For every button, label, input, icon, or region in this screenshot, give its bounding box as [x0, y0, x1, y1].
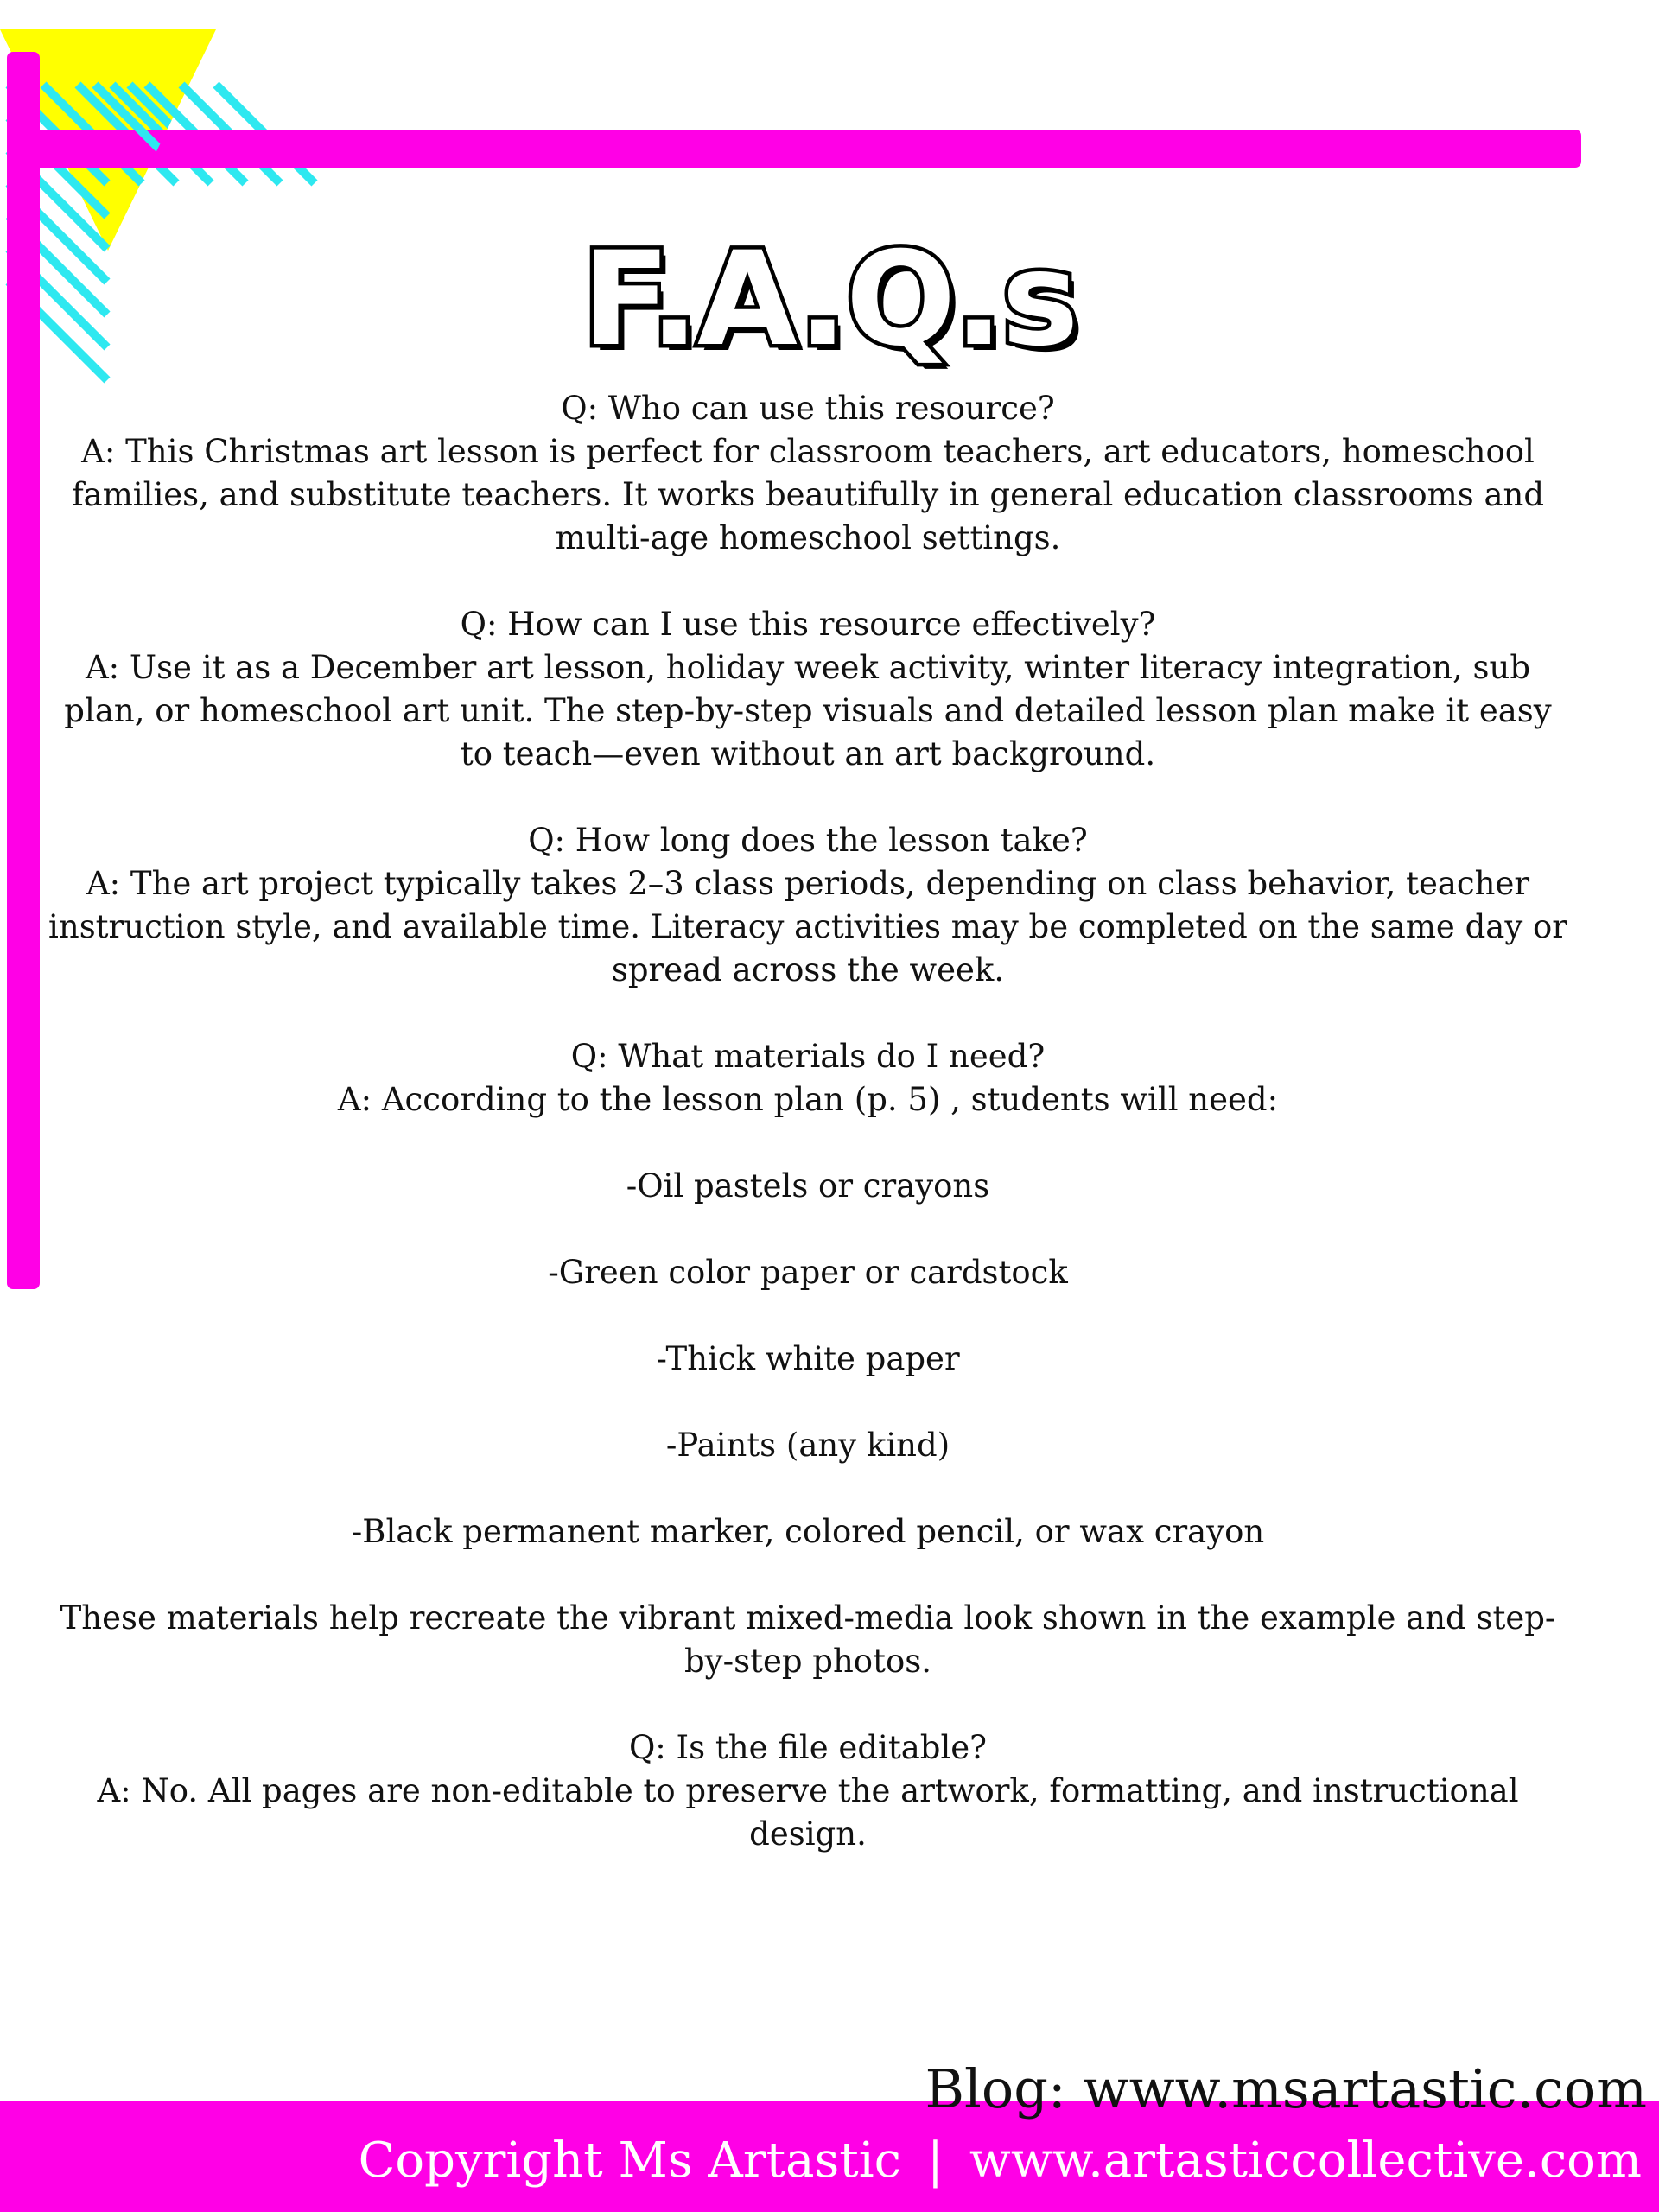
- faq-question: Q: How can I use this resource effectively?: [460, 606, 1156, 643]
- faq-item-how-long: [48, 819, 1568, 992]
- faq-content: [48, 387, 1568, 1899]
- faq-item-materials: [48, 1035, 1568, 1122]
- faq-answer: A: No. All pages are non-editable to preserve the artwork, formatting, and instructional design.: [97, 1772, 1519, 1853]
- material-item: -Black permanent marker, colored pencil, or wax crayon: [351, 1513, 1265, 1550]
- copyright-line: [359, 2131, 1642, 2191]
- material-item: -Green color paper or cardstock: [548, 1254, 1068, 1291]
- faq-answer: A: The art project typically takes 2–3 class periods, depending on class behavior, teacher instruction style, and available time. Literacy activities may be completed on the same day or spread across the week.: [48, 865, 1567, 988]
- faq-question: Q: What materials do I need?: [570, 1038, 1046, 1075]
- faq-item-who: [48, 387, 1568, 560]
- footer-separator: |: [927, 2133, 944, 2189]
- page-title: F.A.Q.s: [582, 225, 1077, 375]
- faq-question: Q: Is the file editable?: [628, 1729, 988, 1766]
- faq-answer: A: According to the lesson plan (p. 5) , students will need:: [337, 1081, 1279, 1118]
- blog-link[interactable]: Blog: www.msartastic.com: [925, 2057, 1647, 2120]
- faq-answer: A: Use it as a December art lesson, holiday week activity, winter literacy integration, sub plan, or homeschool art unit. The step-by-step visuals and detailed lesson plan make it easy to teach—even without an art background.: [64, 649, 1552, 772]
- title-section: [0, 226, 1659, 373]
- faq-item-editable: [48, 1726, 1568, 1856]
- material-item: -Thick white paper: [656, 1340, 960, 1377]
- materials-list: [48, 1165, 1568, 1554]
- faq-item-how-use: [48, 603, 1568, 776]
- faq-question: Q: Who can use this resource?: [561, 390, 1055, 427]
- material-item: -Oil pastels or crayons: [626, 1167, 990, 1205]
- materials-note: These materials help recreate the vibrant mixed-media look shown in the example and step-by-step photos.: [60, 1599, 1556, 1680]
- faq-answer: A: This Christmas art lesson is perfect for classroom teachers, art educators, homeschool families, and substitute teachers. It works beautifully in general education classrooms and multi-age homeschool settings.: [71, 433, 1545, 556]
- material-item: -Paints (any kind): [665, 1427, 950, 1464]
- pink-top-bar: [7, 130, 1581, 168]
- copyright-text: Copyright Ms Artastic: [358, 2133, 902, 2189]
- website-link[interactable]: www.artasticcollective.com: [969, 2133, 1642, 2189]
- faq-question: Q: How long does the lesson take?: [528, 822, 1088, 859]
